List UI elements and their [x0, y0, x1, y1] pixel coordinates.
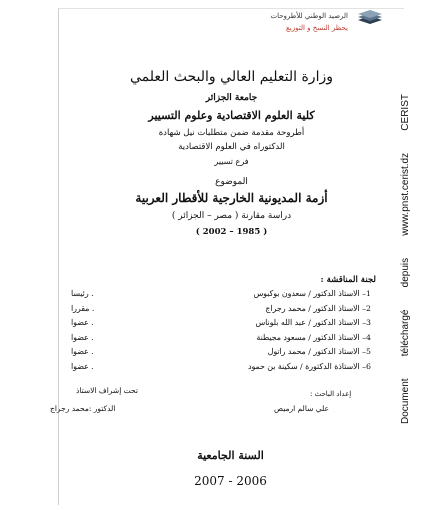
member-name: 6– الاستاذة الدكتورة / سكينة بن حمود [247, 361, 371, 371]
thesis-topic: أزمة المديونية الخارجية للأقطار العربية [135, 191, 328, 205]
ministry-name: وزارة التعليم العالي والبحث العلمي [130, 69, 333, 85]
university-name: جامعة الجزائر [205, 93, 258, 103]
member-role: مقررا . [71, 303, 95, 313]
degree: الدكتوراه في العلوم الاقتصادية [178, 142, 285, 152]
study-subtitle: دراسة مقارنة ( مصر – الجزائر ) [171, 211, 292, 221]
faculty-name: كلية العلوم الاقتصادية وعلوم التسيير [148, 109, 315, 122]
member-role: عضوا . [71, 332, 94, 342]
document-page [58, 8, 404, 505]
committee-member [71, 304, 371, 319]
topic-label: الموضوع [215, 177, 248, 187]
branch: فرع تسيير [214, 157, 249, 166]
side-watermark [400, 94, 411, 424]
committee-list [71, 289, 371, 377]
member-name: 1– الاستاذ الدكتور / سعدون بوكبوس [253, 289, 371, 298]
watermark-word: Document [400, 378, 411, 424]
member-name: 2– الاستاذ الدكتور / محمد رجراج [265, 303, 371, 313]
logo-notice: يحظر النسخ و التوزيع [286, 24, 348, 32]
watermark-url: www.pnst.cerist.dz [400, 152, 411, 236]
committee-member [71, 289, 371, 304]
supervisor-name: الدكتور :محمد رجراج [50, 404, 116, 413]
member-name: 4– الاستاذ الدكتور / مسعود مجيطنة [256, 332, 371, 342]
committee-member [71, 318, 371, 333]
thesis-type: أطروحة مقدمة ضمن متطلبات نيل شهادة [158, 128, 305, 138]
logo-title: الرصيد الوطني للأطروحات [270, 12, 348, 20]
member-role: عضوا . [71, 347, 94, 357]
committee-member [71, 347, 371, 362]
member-name: 3– الاستاذ الدكتور / عبد الله بلوناس [255, 318, 371, 328]
academic-year: 2007 - 2006 [194, 474, 267, 488]
prepared-by-label: إعداد الباحث : [310, 390, 352, 398]
study-period: ( 1985 – 2002 ) [195, 227, 268, 237]
committee-title: لجنة المناقشة : [320, 275, 376, 285]
watermark-word: depuis [400, 257, 411, 288]
member-role: عضوا . [71, 361, 94, 371]
student-name: علي سالم ارميص [274, 404, 329, 413]
academic-year-label: السنة الجامعية [197, 449, 264, 462]
member-role: عضوا . [71, 318, 94, 328]
committee-member [71, 333, 371, 348]
supervisor-label: تحت إشراف الاستاذ [76, 386, 138, 395]
watermark-word: CERIST [400, 94, 411, 131]
committee-member [71, 362, 371, 377]
member-role: رئيسا . [71, 289, 94, 298]
watermark-word: téléchargé [400, 309, 411, 357]
member-name: 5– الاستاذ الدكتور / محمد راتول [267, 347, 371, 357]
